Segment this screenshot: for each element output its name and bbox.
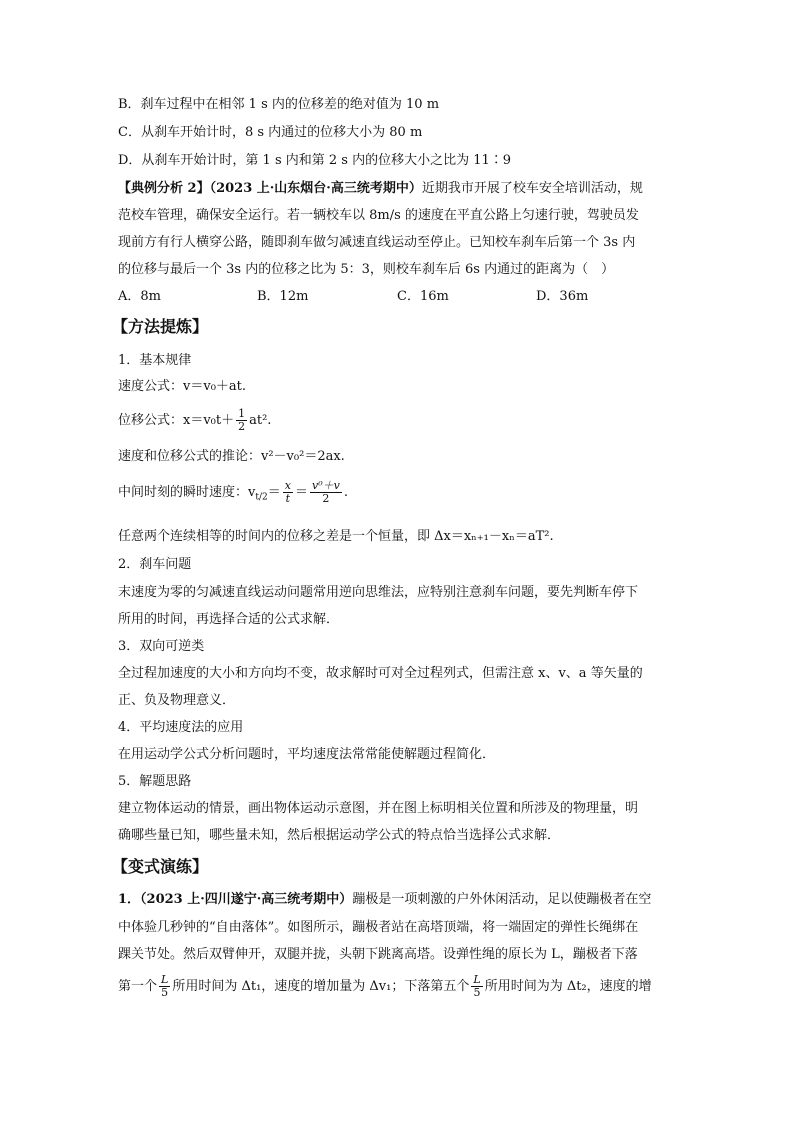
example2-text: 近期我市开展了校车安全培训活动，规 xyxy=(421,181,643,196)
practice-q1-source: 1．（2023 上·四川遂宁·高三统考期中） xyxy=(118,892,353,907)
practice-q1-line4 xyxy=(118,972,678,1002)
method-s3-title: 3．双向可逆类 xyxy=(118,639,205,654)
method-s2-line1: 末速度为零的匀减速直线运动问题常用逆向思维法，应特别注意刹车问题，要先判断车停下 xyxy=(118,585,639,600)
practice-q1-line4-b: 所用时间为 Δt₁，速度的增加量为 Δv₁；下落第五个 xyxy=(172,979,470,994)
option-b: B．刹车过程中在相邻 1 s 内的位移差的绝对值为 10 m xyxy=(118,97,440,112)
fraction-denominator: 5 xyxy=(473,986,481,999)
method-s5-line2: 确哪些量已知，哪些量未知，然后根据运动学公式的特点恰当选择公式求解． xyxy=(118,828,561,843)
fraction-numerator: x xyxy=(284,479,291,492)
inference-formula: 速度和位移公式的推论：v²－v₀²＝2ax. xyxy=(118,449,345,464)
midtime-label: 中间时刻的瞬时速度：v xyxy=(118,485,256,500)
method-s5-line1: 建立物体运动的情景，画出物体运动示意图，并在图上标明相关位置和所涉及的物理量，明 xyxy=(118,801,639,816)
fraction-denominator: 2 xyxy=(238,420,246,433)
practice-q1-line4-c: 所用时间为为 Δt₂，速度的增 xyxy=(484,979,652,994)
displacement-fraction xyxy=(236,408,247,433)
example2-label: 【典例分析 2】 xyxy=(118,181,210,196)
practice-heading: 【变式演练】 xyxy=(112,857,209,876)
example2-source: （2023 上·山东烟台·高三统考期中） xyxy=(209,181,422,196)
method-s4-title: 4．平均速度法的应用 xyxy=(118,720,244,735)
fraction-numerator: v⁰＋v xyxy=(311,479,340,492)
method-s2-title: 2．刹车问题 xyxy=(118,557,192,572)
method-s5-title: 5．解题思路 xyxy=(118,774,192,789)
option-d: D．从刹车开始计时，第 1 s 内和第 2 s 内的位移大小之比为 11∶9 xyxy=(118,153,512,168)
method-s1-title: 1．基本规律 xyxy=(118,353,192,368)
method-s2-line2: 所用的时间，再选择合适的公式求解． xyxy=(118,612,340,627)
option-c: C．从刹车开始计时，8 s 内通过的位移大小为 80 m xyxy=(118,125,423,140)
method-s3-line2: 正、负及物理意义． xyxy=(118,693,236,708)
example2-line2: 范校车管理，确保安全运行。若一辆校车以 8m/s 的速度在平直公路上匀速行驶，驾驶员发 xyxy=(118,208,639,223)
fraction-denominator: t xyxy=(285,492,291,505)
practice-q1-line1 xyxy=(118,891,678,909)
displacement-formula xyxy=(118,408,678,434)
midtime-eq1: ＝ xyxy=(267,485,281,500)
practice-q1-line3: 踝关节处。然后双臂伸开，双腿并拢，头朝下跳离高塔。设弹性绳的原长为 L，蹦极者下落 xyxy=(118,947,638,962)
l-over-5-fraction xyxy=(159,974,170,999)
displacement-label: 位移公式：x＝v₀t＋ xyxy=(118,413,235,428)
example2-option-a: A．8m xyxy=(118,289,161,304)
method-s4-line1: 在用运动学公式分析问题时，平均速度法常常能使解题过程简化． xyxy=(118,747,496,762)
example2-option-c: C．16m xyxy=(397,289,449,304)
practice-q1-line4-a: 第一个 xyxy=(118,979,158,994)
fraction-denominator: 2 xyxy=(322,492,330,505)
displacement-tail: at². xyxy=(249,413,272,428)
fraction-denominator: 5 xyxy=(161,986,169,999)
fraction-numerator: 1 xyxy=(238,407,246,420)
practice-q1-text: 蹦极是一项刺激的户外休闲活动，足以使蹦极者在空 xyxy=(352,892,652,907)
midtime-eq2: ＝ xyxy=(294,485,308,500)
average-velocity-fraction xyxy=(310,480,342,505)
fraction-numerator: L xyxy=(473,973,481,986)
fraction-numerator: L xyxy=(161,973,169,986)
example2-option-d: D．36m xyxy=(536,289,589,304)
velocity-formula: 速度公式：v＝v₀＋at. xyxy=(118,379,247,394)
x-over-t-fraction xyxy=(283,480,293,505)
method-s3-line1: 全过程加速度的大小和方向均不变，故求解时可对全过程列式，但需注意 x、v、a 等矢量的 xyxy=(118,666,643,681)
midtime-subscript: t/2 xyxy=(255,492,268,503)
practice-q1-line2: 中体验几秒钟的“自由落体”。如图所示，蹦极者站在高塔顶端，将一端固定的弹性长绳绑在 xyxy=(118,920,639,935)
midtime-end: . xyxy=(343,485,348,500)
example2-first-line xyxy=(118,180,678,198)
method-heading: 【方法提炼】 xyxy=(112,317,209,336)
midtime-formula xyxy=(118,478,678,513)
example2-line4: 的位移与最后一个 3s 内的位移之比为 5：3，则校车刹车后 6s 内通过的距离为（ ） xyxy=(118,262,615,277)
l-over-5-fraction xyxy=(471,974,482,999)
constant-difference: 任意两个连续相等的时间内的位移之差是一个恒量，即 Δx＝xₙ₊₁－xₙ＝aT². xyxy=(118,529,554,544)
example2-option-b: B．12m xyxy=(257,289,309,304)
example2-line3: 现前方有行人横穿公路，随即刹车做匀减速直线运动至停止。已知校车刹车后第一个 3s 内 xyxy=(118,235,636,250)
